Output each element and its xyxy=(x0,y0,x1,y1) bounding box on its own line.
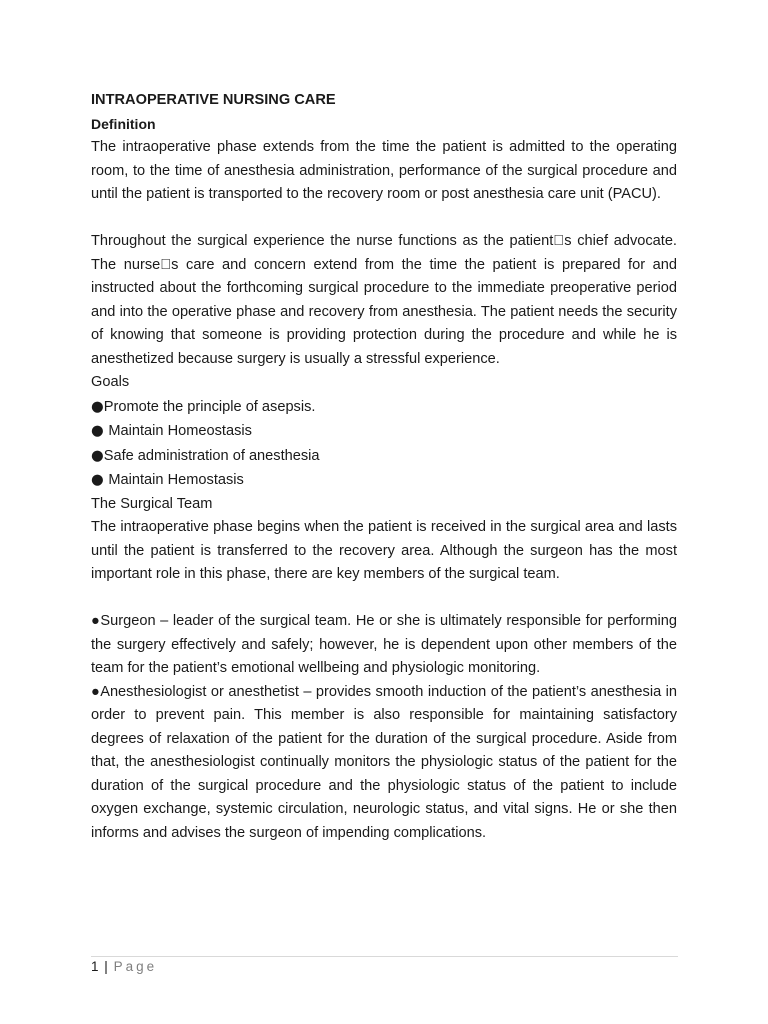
bullet-icon: ● xyxy=(91,446,104,464)
paragraph-spacer xyxy=(91,587,677,611)
goal-text: Safe administration of anesthesia xyxy=(103,447,320,464)
footer-separator: | xyxy=(104,959,108,974)
goal-text: Promote the principle of asepsis. xyxy=(103,398,316,415)
document-title: INTRAOPERATIVE NURSING CARE xyxy=(91,92,336,108)
anesthesiologist-paragraph: ●Anesthesiologist or anesthetist – provides smooth induction of the patient’s anesthesia in order to prevent pain. This member is also responsible for maintaining satisfactory degrees of relaxation of the patient for the duration of the surgical procedure. Aside from that, the anesthesiologist continually monitors the physiologic status of the patient for the duration of the surgical procedure and the physiologic status of the patient to include oxygen exchange, systemic circulation, neurologic status, and vital signs. He or she then informs and advises the surgeon of impending complications. xyxy=(91,683,677,841)
surgeon-paragraph: ●Surgeon – leader of the surgical team. He or she is ultimately responsible for performing the surgery effectively and safely; however, he is dependent upon other members of the team for the patient’s emotional wellbeing and physiologic monitoring. xyxy=(91,613,677,676)
goals-list xyxy=(91,395,677,493)
team-heading: The Surgical Team xyxy=(91,495,213,512)
definition-heading: Definition xyxy=(91,115,156,132)
goal-text: Maintain Homeostasis xyxy=(108,423,252,439)
bullet-icon: ● xyxy=(91,397,104,415)
bullet-icon: ● xyxy=(91,422,109,439)
page-footer xyxy=(91,956,678,974)
advocate-paragraph: Throughout the surgical experience the nurse functions as the patient s chief advocate. The nurse s care and concern extend from the time the patient is prepared for and instructed about the forthcoming surgical procedure to the immediate preoperative period and into the operative phase and recovery from anesthesia. The patient needs the security of knowing that someone is providing protection during the procedure and while he is anesthetized because surgery is usually a stressful experience. xyxy=(91,233,677,367)
document-body xyxy=(91,89,677,845)
goal-item xyxy=(91,444,677,469)
page-number: 1 xyxy=(91,959,99,974)
page-label: Page xyxy=(113,959,158,974)
definition-paragraph: The intraoperative phase extends from the time the patient is admitted to the operating room, to the time of anesthesia administration, performance of the surgical procedure and until the patient is transported to the recovery room or post anesthesia care unit (PACU). xyxy=(91,139,677,202)
goals-heading: Goals xyxy=(91,374,130,390)
goal-item xyxy=(91,419,677,444)
goal-item xyxy=(91,395,677,420)
team-intro-paragraph: The intraoperative phase begins when the patient is received in the surgical area and lasts until the patient is transferred to the recovery area. Although the surgeon has the most important role in this phase, there are key members of the surgical team. xyxy=(91,519,677,582)
goal-text: Maintain Hemostasis xyxy=(108,472,244,488)
bullet-icon: ● xyxy=(91,471,109,488)
paragraph-spacer xyxy=(91,207,677,231)
goal-item xyxy=(91,468,677,493)
